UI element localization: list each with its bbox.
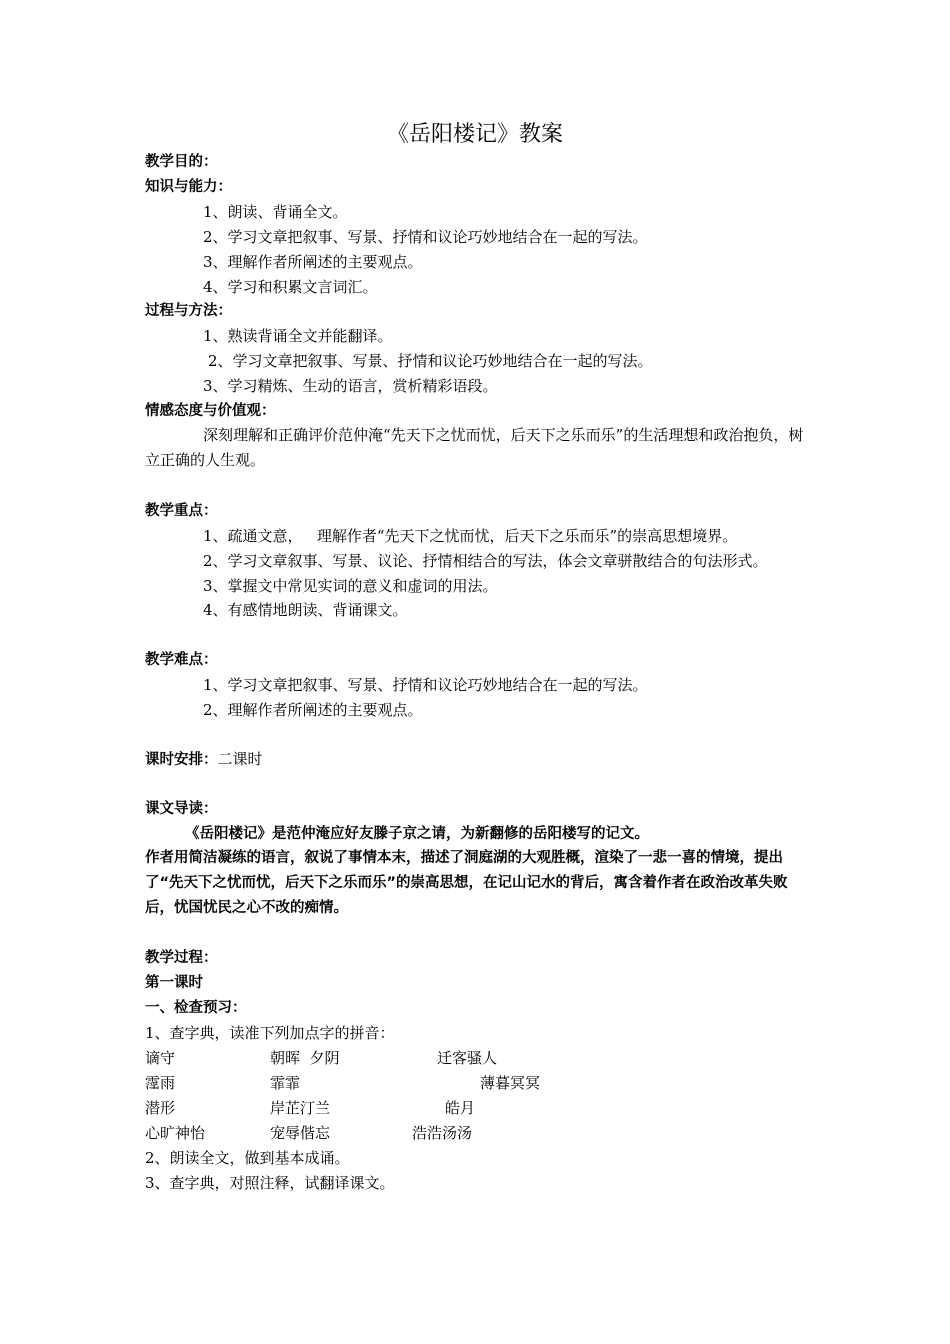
intro-heading: 课文导读： — [145, 801, 218, 817]
emotion-paragraph: 深刻理解和正确评价范仲淹“先天下之忧而忧，后天下之乐而乐”的生活理想和政治抱负，树立正确的人生观。 — [145, 426, 804, 469]
schedule-label: 课时安排： — [145, 752, 218, 768]
intro-paragraph: 作者用简洁凝练的语言，叙说了事情本末，描述了洞庭湖的大观胜概，渲染了一悲一喜的情境，提出了“先天下之忧而忧，后天下之乐而乐”的崇高思想，在记山记水的背后，寓含着作者在政治改革失败后，忧国忧民之心不改的痴情。 — [145, 850, 788, 916]
lesson-one-heading: 第一课时 — [145, 975, 203, 991]
key-point-item: 3、掌握文中常见实词的意义和虚词的用法。 — [203, 577, 498, 595]
key-point-item: 1、疏通文意， 理解作者“先天下之忧而忧，后天下之乐而乐”的崇高思想境界。 — [203, 527, 738, 545]
teaching-process-heading: 教学过程： — [145, 950, 218, 966]
knowledge-item: 3、理解作者所阐述的主要观点。 — [203, 253, 423, 271]
word-cell: 霏霏 — [270, 1074, 301, 1092]
difficult-point-item: 2、理解作者所阐述的主要观点。 — [203, 701, 423, 719]
word-cell: 谪守 — [145, 1049, 176, 1067]
word-cell: 朝晖 夕阴 — [270, 1049, 340, 1067]
key-point-item: 4、有感情地朗读、背诵课文。 — [203, 601, 408, 619]
difficult-point-item: 1、学习文章把叙事、写景、抒情和议论巧妙地结合在一起的写法。 — [203, 676, 648, 694]
word-cell: 迁客骚人 — [437, 1049, 498, 1067]
preview-check-heading: 一、检查预习： — [145, 1000, 247, 1016]
knowledge-item: 2、学习文章把叙事、写景、抒情和议论巧妙地结合在一起的写法。 — [203, 228, 648, 246]
intro-first-line: 《岳阳楼记》是范仲淹应好友滕子京之请，为新翻修的岳阳楼写的记文。 — [185, 826, 649, 842]
process-heading: 过程与方法： — [145, 303, 232, 319]
process-item: 1、熟读背诵全文并能翻译。 — [203, 327, 393, 345]
knowledge-heading: 知识与能力： — [145, 179, 232, 195]
key-point-item: 2、学习文章叙事、写景、议论、抒情相结合的写法，体会文章骈散结合的句法形式。 — [203, 552, 768, 570]
knowledge-item: 1、朗读、背诵全文。 — [203, 203, 348, 221]
word-cell: 潜形 — [145, 1099, 176, 1117]
schedule-line — [145, 749, 263, 770]
word-cell: 宠辱偕忘 — [270, 1124, 331, 1142]
word-cell: 心旷神怡 — [145, 1124, 206, 1142]
knowledge-item: 4、学习和积累文言词汇。 — [203, 278, 378, 296]
objectives-heading: 教学目的： — [145, 154, 218, 170]
word-cell: 皓月 — [445, 1099, 476, 1117]
word-cell: 浩浩汤汤 — [412, 1124, 473, 1142]
word-cell: 霪雨 — [145, 1074, 176, 1092]
process-item: 2、学习文章把叙事、写景、抒情和议论巧妙地结合在一起的写法。 — [208, 352, 653, 370]
process-item: 3、学习精炼、生动的语言，赏析精彩语段。 — [203, 377, 498, 395]
preview-item: 1、查字典，读准下列加点字的拼音： — [145, 1024, 395, 1042]
preview-item: 2、朗读全文，做到基本成诵。 — [145, 1149, 350, 1167]
word-cell: 岸芷汀兰 — [270, 1099, 331, 1117]
word-cell: 薄暮冥冥 — [480, 1074, 541, 1092]
key-points-heading: 教学重点： — [145, 503, 218, 519]
difficult-points-heading: 教学难点： — [145, 652, 218, 668]
emotion-heading: 情感态度与价值观： — [145, 403, 276, 419]
preview-item: 3、查字典，对照注释，试翻译课文。 — [145, 1174, 395, 1192]
schedule-value: 二课时 — [217, 750, 263, 768]
document-title: 《岳阳楼记》教案 — [386, 122, 563, 147]
